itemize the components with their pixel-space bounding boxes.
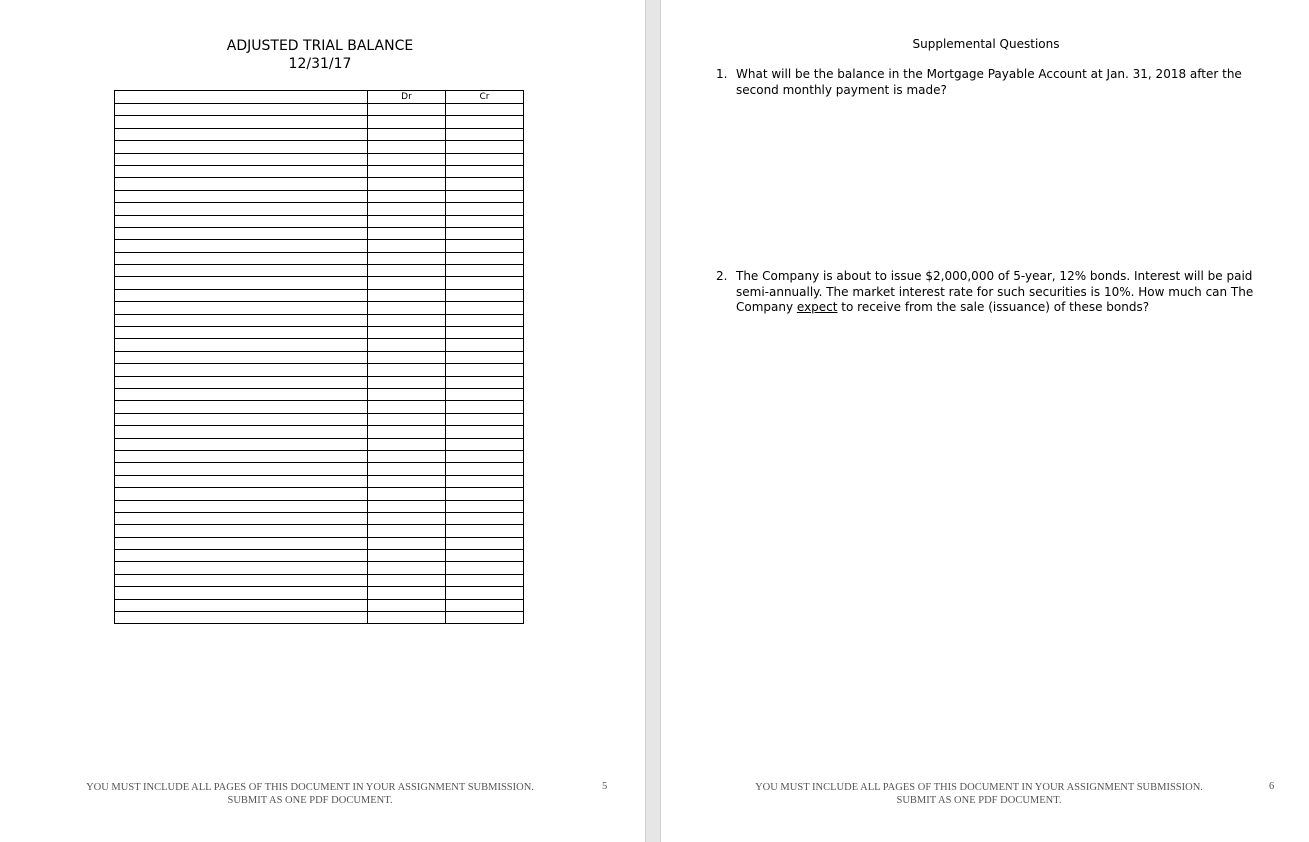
account-cell xyxy=(115,190,368,202)
credit-cell xyxy=(446,537,524,549)
trial-balance-body xyxy=(115,104,524,624)
account-cell xyxy=(115,240,368,252)
debit-cell xyxy=(368,525,446,537)
account-cell xyxy=(115,165,368,177)
account-cell xyxy=(115,525,368,537)
credit-cell xyxy=(446,488,524,500)
debit-cell xyxy=(368,203,446,215)
debit-cell xyxy=(368,401,446,413)
debit-cell xyxy=(368,388,446,400)
table-row xyxy=(115,364,524,376)
table-row xyxy=(115,500,524,512)
footer-line-1: YOU MUST INCLUDE ALL PAGES OF THIS DOCUMENT IN YOUR ASSIGNMENT SUBMISSION. xyxy=(755,782,1203,793)
debit-cell xyxy=(368,351,446,363)
footer-notice xyxy=(60,781,560,807)
table-row xyxy=(115,190,524,202)
table-row xyxy=(115,376,524,388)
account-cell xyxy=(115,314,368,326)
trial-balance-table xyxy=(114,90,524,624)
credit-cell xyxy=(446,252,524,264)
debit-cell xyxy=(368,488,446,500)
credit-cell xyxy=(446,438,524,450)
debit-cell xyxy=(368,587,446,599)
underlined-word: expect xyxy=(796,300,838,314)
table-row xyxy=(115,537,524,549)
table-header-row xyxy=(115,91,524,104)
credit-cell xyxy=(446,190,524,202)
credit-cell xyxy=(446,351,524,363)
account-cell xyxy=(115,574,368,586)
table-row xyxy=(115,388,524,400)
debit-cell xyxy=(368,252,446,264)
credit-cell xyxy=(446,116,524,128)
table-row xyxy=(115,450,524,462)
account-cell xyxy=(115,426,368,438)
account-cell xyxy=(115,438,368,450)
question-text xyxy=(736,269,1276,316)
table-row xyxy=(115,587,524,599)
table-row xyxy=(115,240,524,252)
credit-cell xyxy=(446,302,524,314)
credit-cell xyxy=(446,550,524,562)
credit-cell xyxy=(446,203,524,215)
debit-cell xyxy=(368,153,446,165)
debit-cell xyxy=(368,562,446,574)
account-cell xyxy=(115,599,368,611)
table-row xyxy=(115,128,524,140)
credit-cell xyxy=(446,178,524,190)
trial-balance-date: 12/31/17 xyxy=(288,56,352,72)
table-row xyxy=(115,302,524,314)
table-row xyxy=(115,574,524,586)
debit-cell xyxy=(368,215,446,227)
table-row xyxy=(115,265,524,277)
account-cell xyxy=(115,215,368,227)
account-cell xyxy=(115,500,368,512)
account-cell xyxy=(115,289,368,301)
account-cell xyxy=(115,463,368,475)
debit-cell xyxy=(368,289,446,301)
credit-cell xyxy=(446,500,524,512)
table-row xyxy=(115,562,524,574)
supplemental-questions-title: Supplemental Questions xyxy=(912,37,1060,51)
table-row xyxy=(115,165,524,177)
credit-cell xyxy=(446,450,524,462)
account-cell xyxy=(115,401,368,413)
account-cell xyxy=(115,203,368,215)
credit-cell xyxy=(446,215,524,227)
page-6 xyxy=(661,0,1309,842)
table-row xyxy=(115,463,524,475)
debit-cell xyxy=(368,537,446,549)
table-row xyxy=(115,327,524,339)
account-cell xyxy=(115,475,368,487)
credit-cell xyxy=(446,153,524,165)
page-5 xyxy=(0,0,645,842)
table-row xyxy=(115,475,524,487)
credit-cell xyxy=(446,612,524,624)
table-row xyxy=(115,401,524,413)
footer-line-1: YOU MUST INCLUDE ALL PAGES OF THIS DOCUMENT IN YOUR ASSIGNMENT SUBMISSION. xyxy=(86,782,534,793)
page-number: 5 xyxy=(602,781,608,792)
credit-cell xyxy=(446,128,524,140)
account-column-header xyxy=(115,91,368,104)
table-row xyxy=(115,550,524,562)
account-cell xyxy=(115,265,368,277)
debit-cell xyxy=(368,426,446,438)
account-cell xyxy=(115,488,368,500)
table-row xyxy=(115,203,524,215)
credit-cell xyxy=(446,104,524,116)
debit-cell xyxy=(368,178,446,190)
account-cell xyxy=(115,104,368,116)
question-number: 1. xyxy=(716,67,728,81)
debit-cell xyxy=(368,512,446,524)
page-separator xyxy=(645,0,661,842)
credit-cell xyxy=(446,376,524,388)
credit-cell xyxy=(446,277,524,289)
debit-cell xyxy=(368,302,446,314)
table-row xyxy=(115,277,524,289)
credit-cell xyxy=(446,562,524,574)
question-text-part: The Company is about to issue $2,000,000 of 5-year, 12% bonds. Interest will be paid semi-annually. The market interest rate for such securities is 10%. How much can The Company xyxy=(736,269,1254,314)
credit-cell xyxy=(446,265,524,277)
table-row xyxy=(115,252,524,264)
debit-cell xyxy=(368,116,446,128)
table-row xyxy=(115,141,524,153)
account-cell xyxy=(115,413,368,425)
table-row xyxy=(115,512,524,524)
debit-cell xyxy=(368,141,446,153)
credit-cell xyxy=(446,413,524,425)
table-row xyxy=(115,104,524,116)
debit-cell xyxy=(368,612,446,624)
account-cell xyxy=(115,153,368,165)
credit-cell xyxy=(446,512,524,524)
footer-line-2: SUBMIT AS ONE PDF DOCUMENT. xyxy=(896,795,1062,806)
question-number: 2. xyxy=(716,269,728,283)
debit-cell xyxy=(368,165,446,177)
table-row xyxy=(115,153,524,165)
credit-cell xyxy=(446,364,524,376)
account-cell xyxy=(115,351,368,363)
credit-cell xyxy=(446,401,524,413)
account-cell xyxy=(115,612,368,624)
credit-cell xyxy=(446,327,524,339)
debit-cell xyxy=(368,339,446,351)
credit-column-header: Cr xyxy=(446,91,524,104)
debit-cell xyxy=(368,463,446,475)
debit-cell xyxy=(368,314,446,326)
credit-cell xyxy=(446,339,524,351)
table-row xyxy=(115,339,524,351)
debit-column-header: Dr xyxy=(368,91,446,104)
account-cell xyxy=(115,450,368,462)
account-cell xyxy=(115,537,368,549)
table-row xyxy=(115,178,524,190)
debit-cell xyxy=(368,277,446,289)
account-cell xyxy=(115,388,368,400)
question-2 xyxy=(716,269,1276,316)
table-row xyxy=(115,426,524,438)
table-row xyxy=(115,612,524,624)
table-row xyxy=(115,314,524,326)
table-row xyxy=(115,351,524,363)
account-cell xyxy=(115,277,368,289)
account-cell xyxy=(115,327,368,339)
table-row xyxy=(115,599,524,611)
credit-cell xyxy=(446,587,524,599)
account-cell xyxy=(115,512,368,524)
credit-cell xyxy=(446,426,524,438)
trial-balance-title: ADJUSTED TRIAL BALANCE xyxy=(226,38,414,54)
credit-cell xyxy=(446,289,524,301)
account-cell xyxy=(115,550,368,562)
debit-cell xyxy=(368,128,446,140)
credit-cell xyxy=(446,388,524,400)
credit-cell xyxy=(446,165,524,177)
question-1 xyxy=(716,67,1276,98)
account-cell xyxy=(115,128,368,140)
debit-cell xyxy=(368,104,446,116)
question-text: What will be the balance in the Mortgage Payable Account at Jan. 31, 2018 after the second monthly payment is made? xyxy=(736,67,1242,97)
table-row xyxy=(115,227,524,239)
debit-cell xyxy=(368,265,446,277)
account-cell xyxy=(115,587,368,599)
account-cell xyxy=(115,178,368,190)
credit-cell xyxy=(446,463,524,475)
credit-cell xyxy=(446,599,524,611)
table-row xyxy=(115,525,524,537)
account-cell xyxy=(115,562,368,574)
credit-cell xyxy=(446,141,524,153)
debit-cell xyxy=(368,450,446,462)
page-number: 6 xyxy=(1269,781,1275,792)
question-text-part: to receive from the sale (issuance) of these bonds? xyxy=(837,300,1150,314)
debit-cell xyxy=(368,438,446,450)
account-cell xyxy=(115,364,368,376)
debit-cell xyxy=(368,240,446,252)
credit-cell xyxy=(446,475,524,487)
debit-cell xyxy=(368,550,446,562)
debit-cell xyxy=(368,227,446,239)
table-row xyxy=(115,413,524,425)
account-cell xyxy=(115,227,368,239)
debit-cell xyxy=(368,364,446,376)
table-row xyxy=(115,116,524,128)
debit-cell xyxy=(368,475,446,487)
debit-cell xyxy=(368,574,446,586)
credit-cell xyxy=(446,240,524,252)
account-cell xyxy=(115,252,368,264)
debit-cell xyxy=(368,599,446,611)
debit-cell xyxy=(368,500,446,512)
account-cell xyxy=(115,339,368,351)
table-row xyxy=(115,215,524,227)
table-row xyxy=(115,438,524,450)
credit-cell xyxy=(446,574,524,586)
credit-cell xyxy=(446,314,524,326)
account-cell xyxy=(115,302,368,314)
account-cell xyxy=(115,116,368,128)
table-row xyxy=(115,488,524,500)
credit-cell xyxy=(446,525,524,537)
debit-cell xyxy=(368,413,446,425)
debit-cell xyxy=(368,190,446,202)
debit-cell xyxy=(368,376,446,388)
credit-cell xyxy=(446,227,524,239)
account-cell xyxy=(115,141,368,153)
footer-notice xyxy=(729,781,1229,807)
table-row xyxy=(115,289,524,301)
account-cell xyxy=(115,376,368,388)
footer-line-2: SUBMIT AS ONE PDF DOCUMENT. xyxy=(227,795,393,806)
debit-cell xyxy=(368,327,446,339)
